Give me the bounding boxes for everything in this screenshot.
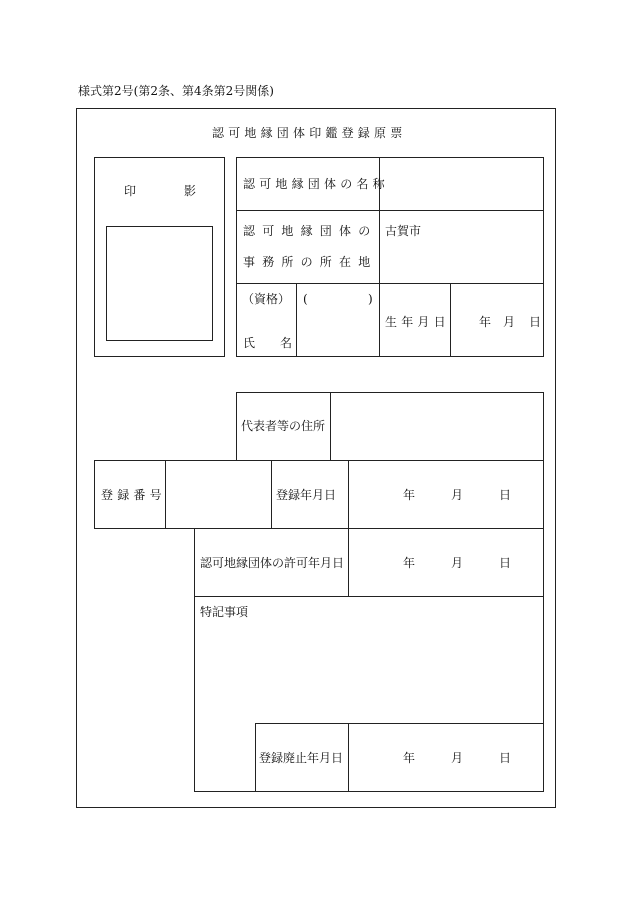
registration-number-value[interactable]	[169, 464, 267, 525]
org-address-label-line2: 事務所の所在地	[243, 255, 378, 269]
permit-date-month: 月	[451, 556, 464, 570]
registration-date-label: 登録年月日	[276, 488, 337, 502]
abolish-date-year: 年	[403, 751, 416, 765]
abolish-date-day: 日	[499, 751, 512, 765]
form-number: 様式第2号(第2条、第4条第2号関係)	[78, 84, 274, 98]
person-name-label-right: 名	[280, 336, 293, 350]
special-notes-label: 特記事項	[200, 605, 249, 619]
permit-date-year: 年	[403, 556, 416, 570]
registration-number-label: 登録番号	[101, 488, 166, 502]
rep-address-value[interactable]	[334, 396, 540, 457]
form-title: 認可地縁団体印鑑登録原票	[212, 126, 407, 140]
qualification-label: （資格）	[242, 292, 291, 306]
org-name-label: 認可地縁団体の名称	[243, 177, 389, 191]
birthdate-month: 月	[503, 315, 516, 329]
seal-label-right: 影	[184, 184, 197, 198]
birthdate-day: 日	[529, 315, 542, 329]
org-address-value[interactable]: 古賀市	[385, 224, 422, 238]
birthdate-year: 年	[479, 315, 492, 329]
registration-date-year: 年	[403, 488, 416, 502]
seal-imprint-box	[106, 226, 213, 341]
qualification-open-paren: (	[303, 292, 308, 306]
org-address-label-line1: 認可地縁団体の	[243, 224, 378, 238]
abolish-date-month: 月	[451, 751, 464, 765]
birthdate-label: 生年月日	[385, 315, 450, 329]
permit-date-day: 日	[499, 556, 512, 570]
abolish-date-label: 登録廃止年月日	[259, 751, 344, 765]
rep-address-label: 代表者等の住所	[241, 419, 326, 433]
registration-date-day: 日	[499, 488, 512, 502]
seal-label-left: 印	[124, 184, 137, 198]
permit-date-label: 認可地縁団体の許可年月日	[200, 556, 345, 570]
person-name-label-left: 氏	[243, 336, 256, 350]
qualification-close-paren: )	[368, 292, 373, 306]
org-name-value[interactable]	[383, 164, 539, 204]
registration-date-month: 月	[451, 488, 464, 502]
special-notes-value[interactable]	[200, 622, 538, 718]
